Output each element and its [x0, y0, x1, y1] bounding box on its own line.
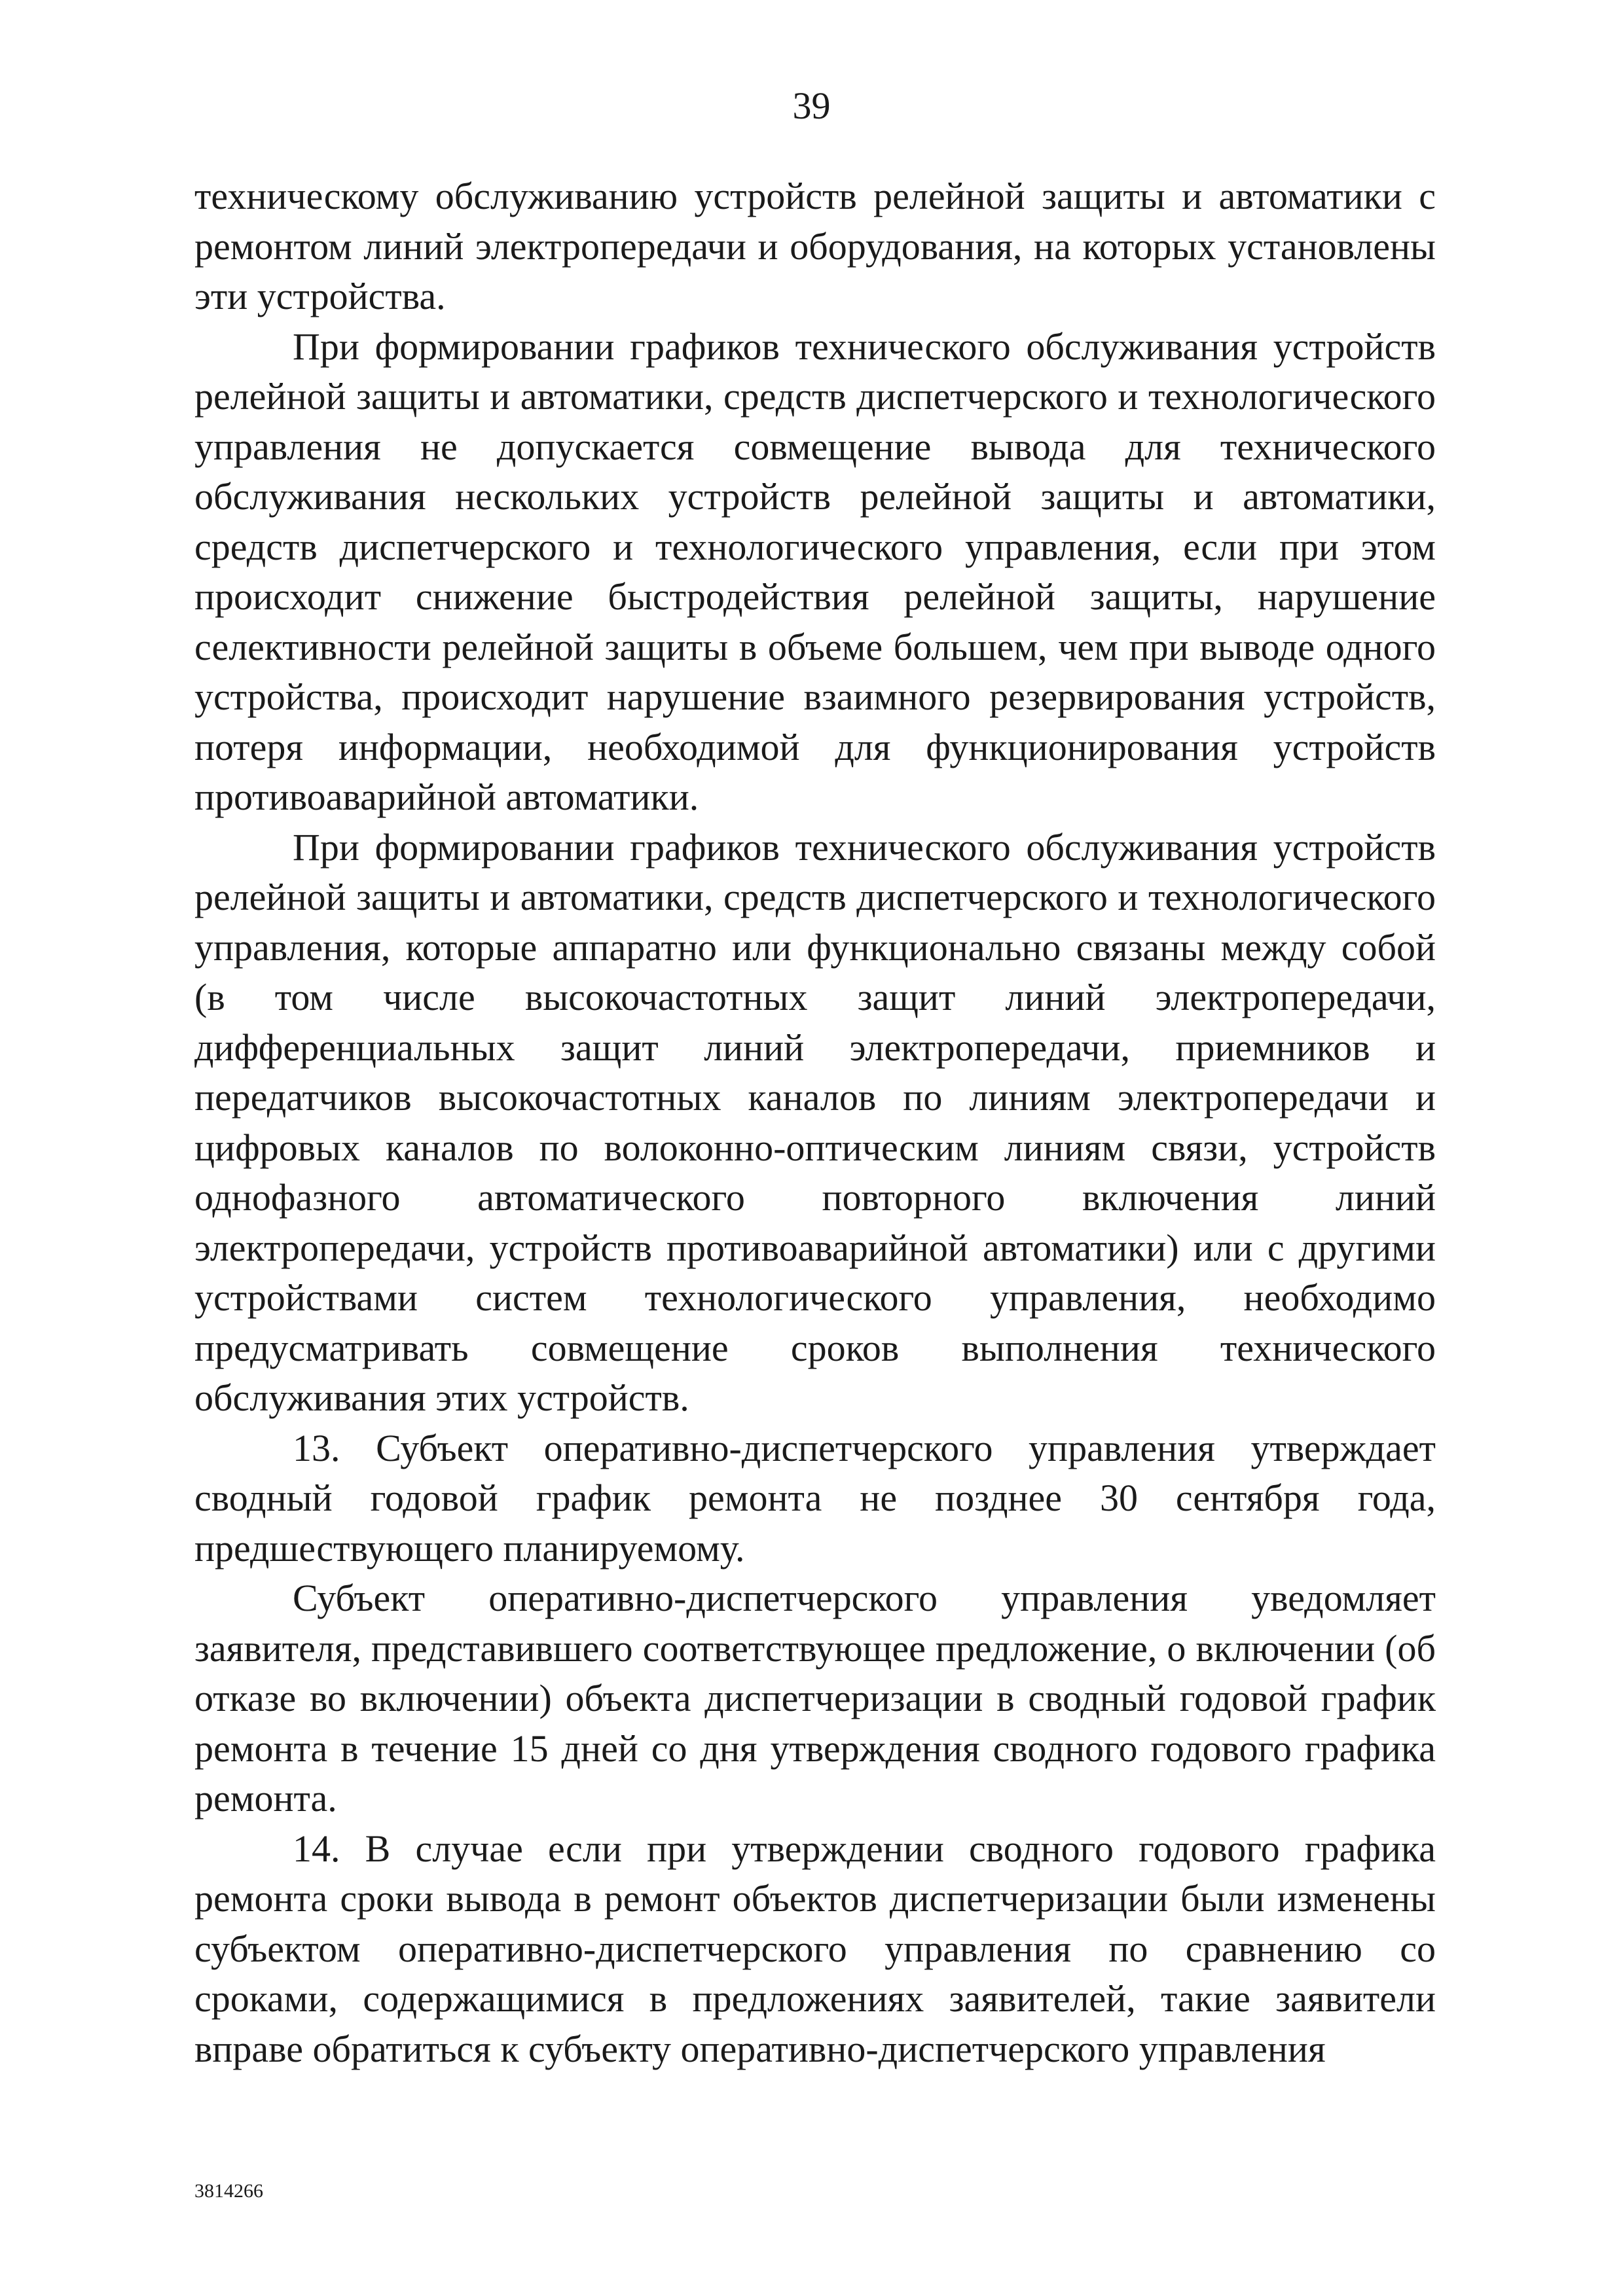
document-body: [194, 171, 1436, 2074]
paragraph-notification: Субъект оперативно-диспетчерского управления уведомляет заявителя, представившего соответствующее предложение, о включении (об отказе во включении) объекта диспетчеризации в сводный годовой график ремонта в течение 15 дней со дня утверждения сводного годового графика ремонта.: [194, 1577, 1436, 1820]
page-number: 39: [792, 84, 831, 127]
paragraph-linked-devices: При формировании графиков технического обслуживания устройств релейной защиты и автоматики, средств диспетчерского и технологического управления, которые аппаратно или функционально связаны между собой (в том числе высокочастотных защит линий электропередачи, дифференциальных защит линий электропередачи, приемников и передатчиков высокочастотных каналов по линиям электропередачи и цифровых каналов по волоконно-оптическим линиям связи, устройств однофазного автоматического повторного включения линий электропередачи, устройств противоаварийной автоматики) или с другими устройствами систем технологического управления, необходимо предусматривать совмещение сроков выполнения технического обслуживания этих устройств.: [194, 825, 1436, 1419]
paragraph-schedule-rules: При формировании графиков технического обслуживания устройств релейной защиты и автоматики, средств диспетчерского и технологического управления не допускается совмещение вывода для технического обслуживания нескольких устройств релейной защиты и автоматики, средств диспетчерского и технологического управления, если при этом происходит снижение быстродействия релейной защиты, нарушение селективности релейной защиты в объеме большем, чем при выводе одного устройства, происходит нарушение взаимного резервирования устройств, потеря информации, необходимой для функционирования устройств противоаварийной автоматики.: [194, 325, 1436, 818]
paragraph-item-14: 14. В случае если при утверждении сводного годового графика ремонта сроки вывода в ремонт объектов диспетчеризации были изменены субъектом оперативно-диспетчерского управления по сравнению со сроками, содержащимися в предложениях заявителей, такие заявители вправе обратиться к субъекту оперативно-диспетчерского управления: [194, 1827, 1436, 2070]
paragraph-item-13: 13. Субъект оперативно-диспетчерского управления утверждает сводный годовой график ремонта не позднее 30 сентября года, предшествующего планируемому.: [194, 1426, 1436, 1570]
paragraph-continuation: техническому обслуживанию устройств релейной защиты и автоматики с ремонтом линий электропередачи и оборудования, на которых установлены эти устройства.: [194, 175, 1436, 317]
document-code: 3814266: [194, 2180, 263, 2202]
